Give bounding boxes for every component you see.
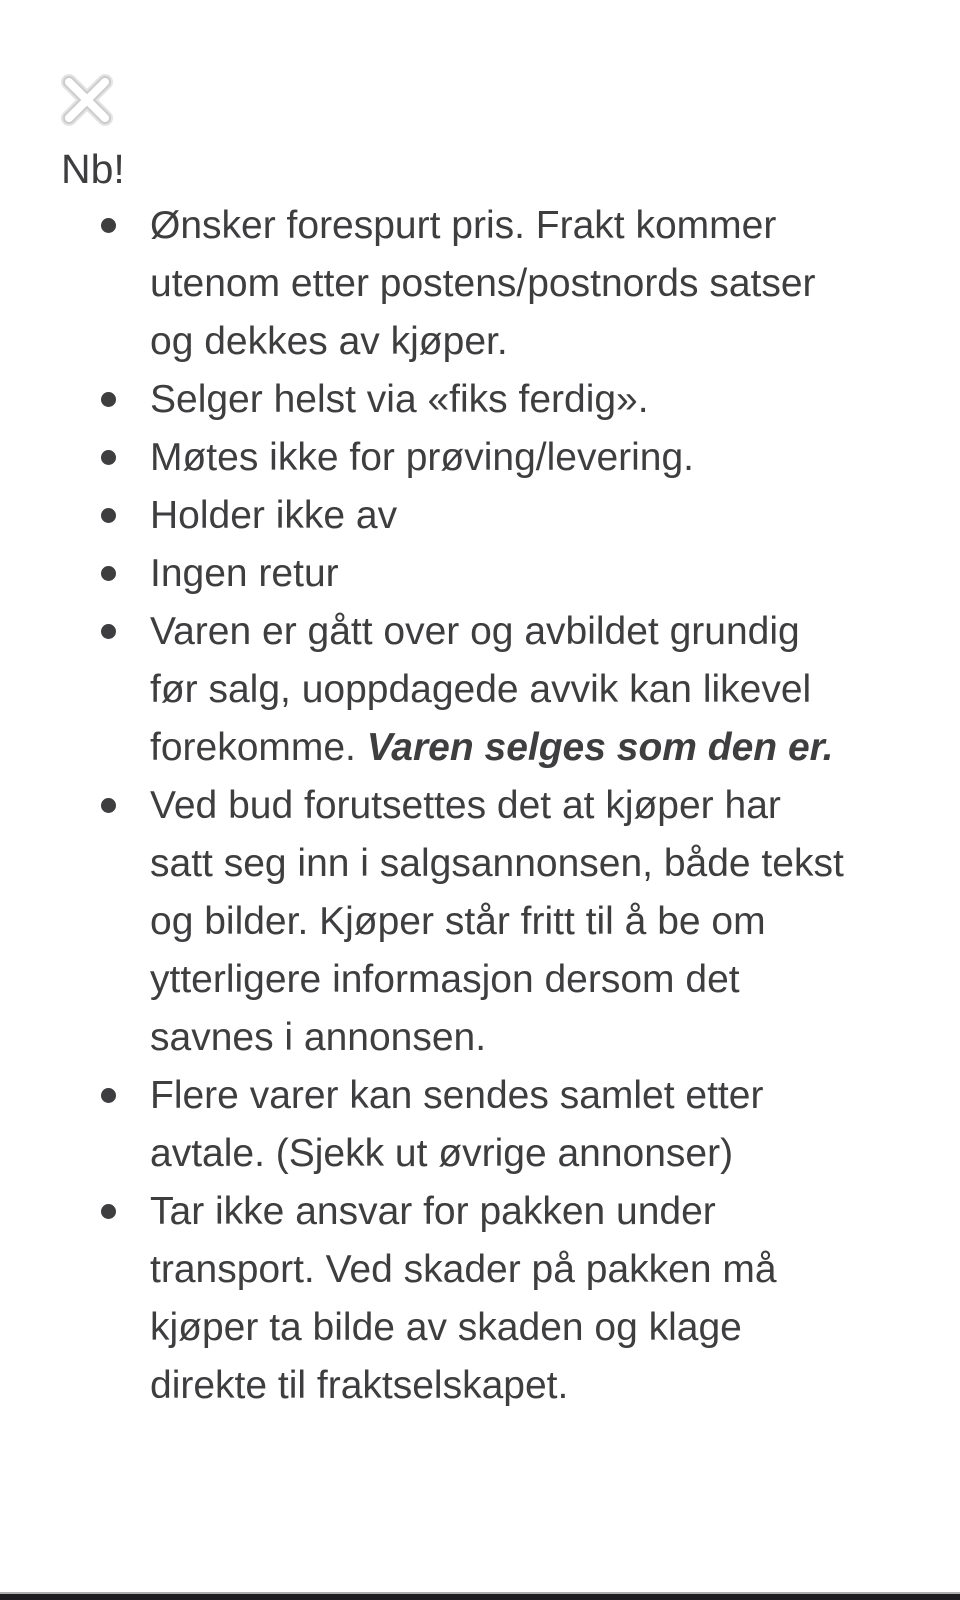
close-button[interactable] [58, 71, 116, 129]
list-item [150, 487, 847, 545]
list-item-text: Ved bud forutsettes det at kjøper har satt seg inn i salgsannonsen, både tekst og bilder. Kjøper står fritt til å be om ytterligere informasjon dersom det savnes i annonsen. [150, 784, 844, 1059]
list-item [150, 371, 847, 429]
list-item [150, 545, 847, 603]
list-item [150, 197, 847, 371]
close-x-icon [58, 71, 116, 129]
list-item-text: Ingen retur [150, 552, 339, 595]
list-item-text: Ønsker forespurt pris. Frakt kommer utenom etter postens/postnords satser og dekkes av kjøper. [150, 204, 816, 363]
list-item-text: Flere varer kan sendes samlet etter avtale. (Sjekk ut øvrige annonser) [150, 1074, 764, 1175]
list-item-text: Selger helst via «fiks ferdig». [150, 378, 649, 421]
conditions-list [150, 197, 847, 1415]
page-title: Nb! [61, 146, 125, 192]
list-item [150, 603, 847, 777]
list-item-text: Varen selges som den er. [366, 726, 834, 769]
list-item-text: Holder ikke av [150, 494, 398, 537]
list-item [150, 1183, 847, 1415]
list-item-text: Møtes ikke for prøving/levering. [150, 436, 695, 479]
list-item [150, 429, 847, 487]
bottom-edge-bar [0, 1592, 960, 1600]
list-item-text: Varen er gått over og avbildet grundig før salg, uoppdagede avvik kan likevel forekomme. [150, 610, 812, 769]
list-item-text: Tar ikke ansvar for pakken under transport. Ved skader på pakken må kjøper ta bilde av skaden og klage direkte til fraktselskapet. [150, 1190, 777, 1407]
list-item [150, 777, 847, 1067]
list-item [150, 1067, 847, 1183]
